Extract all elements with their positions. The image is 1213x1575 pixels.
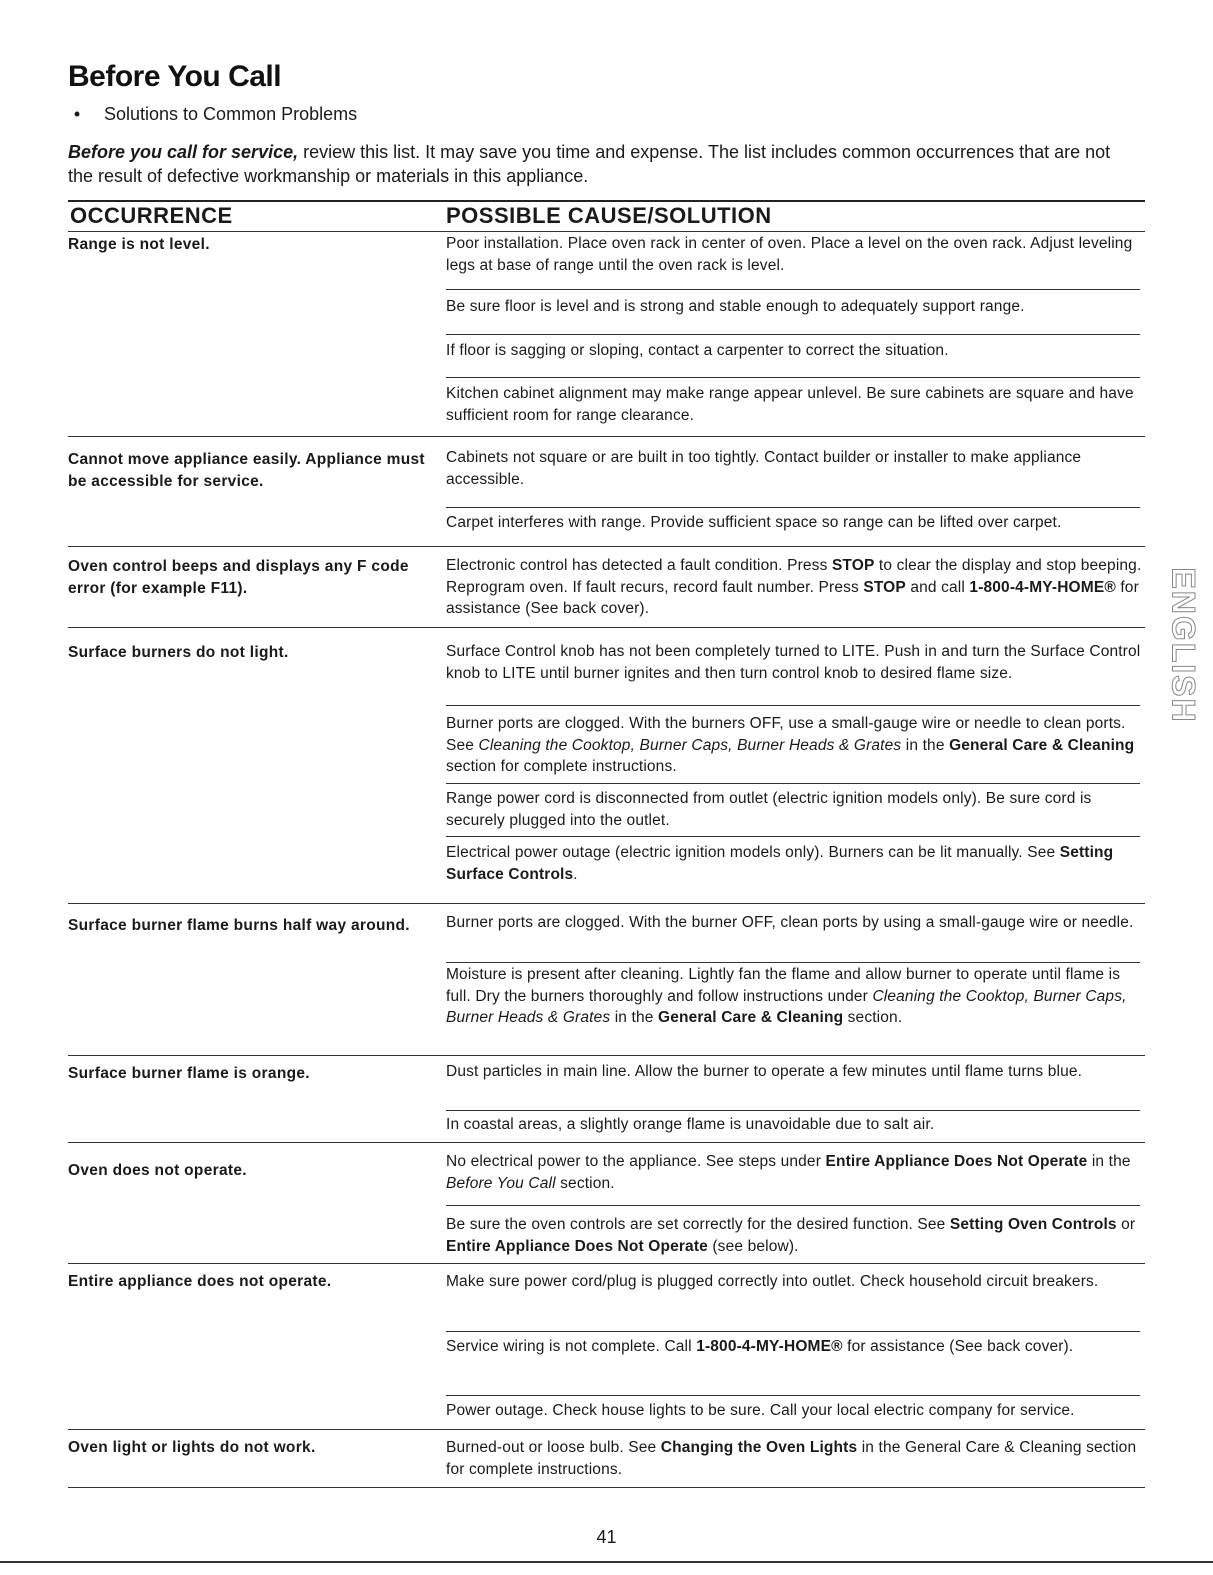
- solution-segment: Be sure the oven controls are set correctly for the desired function. See: [446, 1216, 950, 1233]
- occurrence-label: Surface burner flame is orange.: [68, 1065, 310, 1082]
- solution-segment: Burned-out or loose bulb. See: [446, 1439, 661, 1456]
- solution-segment: Range power cord is disconnected from outlet (electric ignition models only). Be sure cord is securely plugged into the outlet.: [446, 790, 1092, 829]
- solution-emphasis: STOP: [831, 557, 875, 574]
- intro-lead: Before you call for service,: [68, 142, 299, 162]
- row-divider: [446, 705, 1140, 706]
- row-divider: [68, 627, 1145, 628]
- solution-segment: Make sure power cord/plug is plugged correctly into outlet. Check household circuit breakers.: [446, 1273, 1099, 1290]
- bottom-rule: [0, 1561, 1213, 1563]
- intro-rest: review this list. It may save you time and expense. The list includes common occurrences that are not the result of defective workmanship or materials in this appliance.: [68, 142, 1111, 186]
- row-divider: [446, 377, 1140, 378]
- solution-segment: .: [573, 865, 578, 883]
- page-number: 41: [596, 1527, 617, 1547]
- solution-segment: in the General Care & Cleaning section for complete instructions.: [446, 1439, 1137, 1478]
- solution-segment: Carpet interferes with range. Provide sufficient space so range can be lifted over carpet.: [446, 514, 1062, 531]
- solution-segment: No electrical power to the appliance. See steps under: [446, 1153, 826, 1170]
- solution-text: [446, 233, 1144, 276]
- solution-emphasis: Entire Appliance Does Not Operate: [446, 1237, 708, 1255]
- solution-segment: Cabinets not square or are built in too tightly. Contact builder or installer to make appliance accessible.: [446, 449, 1082, 488]
- solution-reference: Cleaning the Cooktop, Burner Caps, Burner Heads & Grates: [478, 736, 902, 754]
- solution-text: [446, 842, 1144, 885]
- solution-segment: for assistance (See back cover).: [842, 1338, 1074, 1355]
- solution-text: [446, 1114, 1144, 1136]
- solution-emphasis: Setting Oven Controls: [949, 1216, 1117, 1233]
- solution-text: [446, 641, 1144, 684]
- solution-segment: section.: [555, 1174, 615, 1192]
- solution-emphasis: STOP: [863, 578, 906, 596]
- solution-segment: Kitchen cabinet alignment may make range appear unlevel. Be sure cabinets are square and have sufficient room for range clearance.: [446, 385, 1134, 424]
- solution-text: [446, 713, 1144, 778]
- solution-segment: or: [1116, 1216, 1136, 1233]
- solution-segment: and call: [905, 578, 970, 596]
- row-divider: [68, 436, 1145, 437]
- occurrence-label: Oven does not operate.: [68, 1162, 247, 1179]
- row-divider: [446, 783, 1140, 784]
- row-divider: [446, 1205, 1140, 1206]
- occurrence-label: Range is not level.: [68, 236, 210, 253]
- row-divider: [446, 836, 1140, 837]
- solution-segment: Burner ports are clogged. With the burner OFF, clean ports by using a small-gauge wire or needle.: [446, 914, 1134, 931]
- solution-segment: Dust particles in main line. Allow the burner to operate a few minutes until flame turns blue.: [446, 1063, 1083, 1080]
- row-divider: [68, 1487, 1145, 1488]
- solution-column-header: POSSIBLE CAUSE/SOLUTION: [446, 203, 772, 228]
- solution-reference: Cleaning the Cooktop, Burner Caps, Burner Heads & Grates: [446, 987, 1127, 1026]
- row-divider: [446, 507, 1140, 508]
- solution-emphasis: Setting Surface Controls: [446, 844, 1114, 883]
- row-divider: [446, 962, 1140, 963]
- solution-segment: to clear the display and stop beeping. Reprogram oven. If fault recurs, record fault number. Press: [446, 557, 1142, 596]
- solution-emphasis: 1-800-4-MY-HOME®: [969, 578, 1116, 596]
- solution-text: [446, 383, 1144, 426]
- row-divider: [446, 334, 1140, 335]
- language-tab: [1155, 566, 1211, 724]
- occurrence-label: Oven light or lights do not work.: [68, 1439, 316, 1456]
- solution-text: [446, 555, 1144, 620]
- solution-text: [446, 788, 1144, 831]
- solution-segment: Poor installation. Place oven rack in center of oven. Place a level on the oven rack. Adjust leveling legs at base of range until the oven rack is level.: [446, 235, 1133, 274]
- solution-segment: in the: [610, 1009, 658, 1026]
- solution-emphasis: General Care & Cleaning: [657, 1009, 844, 1026]
- row-divider: [68, 200, 1145, 202]
- solution-text: [446, 1271, 1144, 1293]
- solution-segment: Service wiring is not complete. Call: [446, 1338, 697, 1355]
- subtitle-bullet: [68, 104, 357, 125]
- row-divider: [68, 231, 1145, 232]
- page-title: Before You Call: [68, 60, 282, 93]
- occurrence-column-header: OCCURRENCE: [70, 203, 233, 228]
- solution-text: [446, 1437, 1144, 1480]
- row-divider: [68, 1263, 1145, 1264]
- solution-text: [446, 447, 1144, 490]
- solution-segment: In coastal areas, a slightly orange flame is unavoidable due to salt air.: [446, 1116, 935, 1133]
- solution-segment: section.: [843, 1009, 903, 1026]
- solution-text: [446, 340, 1144, 362]
- solution-segment: Surface Control knob has not been completely turned to LITE. Push in and turn the Surface Control knob to LITE until burner ignites and then turn control knob to desired flame size.: [446, 643, 1141, 682]
- row-divider: [68, 546, 1145, 547]
- solution-text: [446, 512, 1144, 534]
- occurrence-label: Surface burner flame burns half way around.: [68, 917, 410, 934]
- row-divider: [68, 1429, 1145, 1430]
- solution-segment: section for complete instructions.: [446, 758, 677, 775]
- row-divider: [446, 1395, 1140, 1396]
- solution-emphasis: General Care & Cleaning: [949, 736, 1135, 754]
- occurrence-label: Oven control beeps and displays any F code error (for example F11).: [68, 558, 409, 597]
- solution-segment: Burner ports are clogged. With the burners OFF, use a small-gauge wire or needle to clean ports. See: [446, 715, 1126, 754]
- row-divider: [446, 1110, 1140, 1111]
- solution-text: [446, 912, 1144, 934]
- solution-segment: If floor is sagging or sloping, contact a carpenter to correct the situation.: [446, 342, 949, 359]
- solution-text: [446, 964, 1144, 1029]
- bullet-icon: •: [73, 104, 81, 124]
- solution-text: [446, 1214, 1144, 1257]
- intro-paragraph: [68, 140, 1128, 188]
- row-divider: [446, 1331, 1140, 1332]
- solution-text: [446, 1336, 1144, 1358]
- solution-reference: Before You Call: [446, 1174, 556, 1192]
- solution-text: [446, 296, 1144, 318]
- solution-emphasis: 1-800-4-MY-HOME®: [696, 1338, 843, 1355]
- occurrence-label: Cannot move appliance easily. Appliance must be accessible for service.: [68, 451, 425, 490]
- solution-segment: for assistance (See back cover).: [446, 578, 1139, 617]
- row-divider: [446, 289, 1140, 290]
- solution-segment: Power outage. Check house lights to be sure. Call your local electric company for service.: [446, 1402, 1075, 1419]
- solution-emphasis: Entire Appliance Does Not Operate: [825, 1153, 1088, 1170]
- solution-segment: Electrical power outage (electric ignition models only). Burners can be lit manually. See: [446, 844, 1060, 861]
- solution-segment: in the: [901, 736, 950, 754]
- occurrence-label: Surface burners do not light.: [68, 644, 289, 661]
- row-divider: [68, 1142, 1145, 1143]
- solution-emphasis: Changing the Oven Lights: [660, 1439, 858, 1456]
- language-tab-label: ENGLISH: [1165, 566, 1202, 724]
- solution-segment: (see below).: [707, 1237, 799, 1255]
- solution-segment: in the: [1087, 1153, 1131, 1170]
- solution-segment: Electronic control has detected a fault condition. Press: [446, 557, 832, 574]
- solution-segment: Be sure floor is level and is strong and stable enough to adequately support range.: [446, 298, 1025, 315]
- solution-text: [446, 1151, 1144, 1194]
- row-divider: [68, 1055, 1145, 1056]
- row-divider: [68, 903, 1145, 904]
- solution-text: [446, 1061, 1144, 1083]
- solution-text: [446, 1400, 1144, 1422]
- subtitle-text: Solutions to Common Problems: [104, 104, 358, 124]
- occurrence-label: Entire appliance does not operate.: [68, 1273, 332, 1290]
- solution-segment: Moisture is present after cleaning. Lightly fan the flame and allow burner to operate until flame is full. Dry the burners thoroughly and follow instructions under: [446, 966, 1121, 1005]
